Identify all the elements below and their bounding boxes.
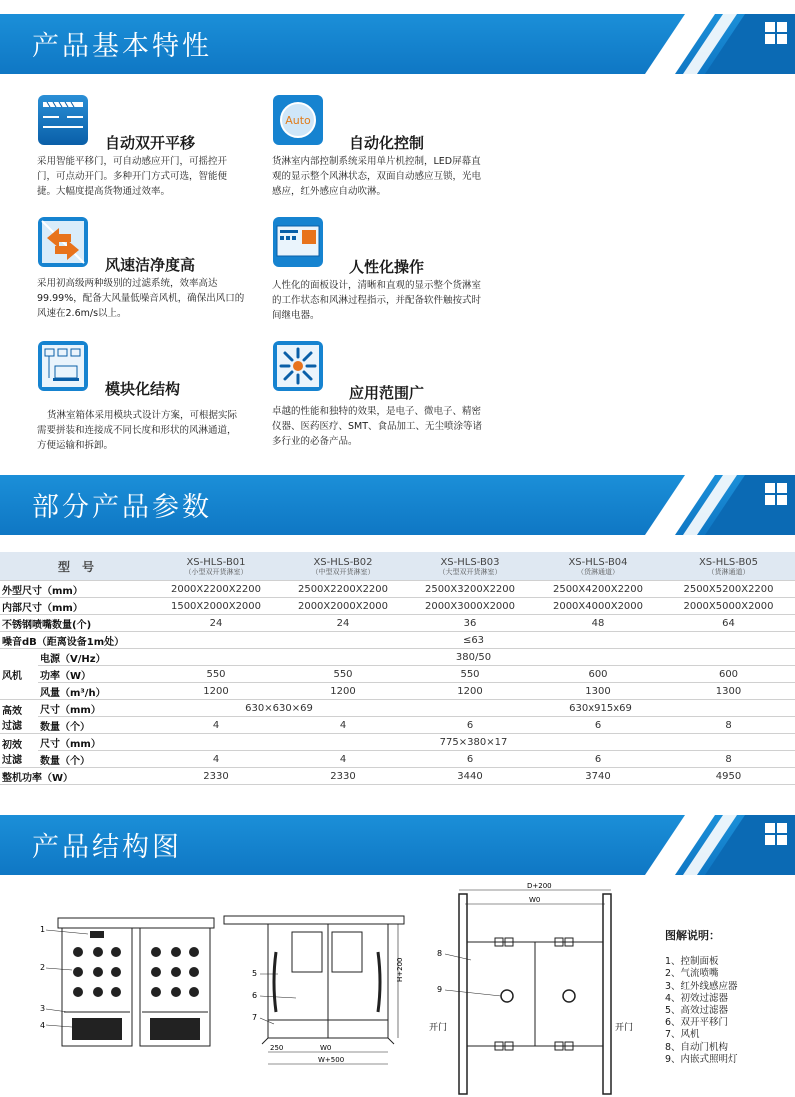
auto-icon-text: Auto bbox=[285, 114, 311, 127]
table-row: 初效 过滤 尺寸（mm） 775×380×17 bbox=[0, 734, 795, 751]
feature-desc: 货淋室箱体采用模块式设计方案，可根据实际需要拼装和连接成不同长度和形状的风淋通道，方便运输和拆卸。 bbox=[37, 410, 238, 451]
model-label: 型 号 bbox=[0, 552, 152, 581]
callout-label: 1 bbox=[40, 925, 46, 934]
table-row: 噪音dB（距离设备1m处） ≤63 bbox=[0, 632, 795, 649]
top-view-drawing bbox=[425, 880, 640, 1095]
legend-item: 3、红外线感应器 bbox=[665, 980, 738, 992]
section-banner-params bbox=[0, 475, 795, 535]
legend-item: 2、气流喷嘴 bbox=[665, 968, 719, 980]
legend-title: 图解说明： bbox=[665, 929, 720, 942]
door-label-right: 开门 bbox=[615, 1023, 634, 1033]
table-row: 外型尺寸（mm） 2000X2200X2200 2500X2200X2200 2500X3200X2200 2500X4200X2200 2500X5200X2200 bbox=[0, 581, 795, 598]
section-banner-features bbox=[0, 14, 795, 74]
callout-label: 5 bbox=[252, 969, 258, 978]
dim-label: D+200 bbox=[527, 882, 552, 890]
table-row: 风量（m³/h） 1200 1200 1200 1300 1300 bbox=[0, 683, 795, 700]
legend-item: 8、自动门机构 bbox=[665, 1041, 729, 1053]
table-row: 风机 电源（V/Hz） 380/50 bbox=[0, 649, 795, 666]
section-title: 产品基本特性 bbox=[32, 31, 212, 62]
callout-label: 4 bbox=[40, 1021, 46, 1030]
dim-label: W0 bbox=[529, 896, 541, 904]
callout-label: 2 bbox=[40, 963, 46, 972]
model-cell: XS-HLS-B05 （货淋通道） bbox=[662, 552, 795, 581]
side-view-drawing bbox=[222, 912, 417, 1072]
dim-label: W0 bbox=[320, 1044, 332, 1052]
feature-title: 模块化结构 bbox=[105, 380, 181, 398]
callout-label: 3 bbox=[40, 1004, 46, 1013]
feature-auto-control bbox=[272, 94, 502, 204]
airflow-icon bbox=[37, 216, 89, 268]
drawing-legend bbox=[665, 930, 738, 1066]
table-row: 功率（W） 550 550 550 600 600 bbox=[0, 666, 795, 683]
feature-desc: 货淋室内部控制系统采用单片机控制，LED屏幕直观的显示整个风淋状态，双面自动感应互锁，光电感应，红外感应自动吹淋。 bbox=[272, 156, 482, 197]
section-title: 部分产品参数 bbox=[32, 492, 212, 523]
table-header-row bbox=[0, 552, 795, 581]
table-row: 整机功率（W） 2330 2330 3440 3740 4950 bbox=[0, 768, 795, 785]
feature-title: 人性化操作 bbox=[349, 258, 425, 276]
table-row: 数量（个） 4 4 6 6 8 bbox=[0, 751, 795, 768]
feature-title: 风速洁净度高 bbox=[105, 256, 196, 274]
banner-stripe-icon bbox=[645, 14, 795, 74]
feature-modular bbox=[37, 340, 257, 460]
feature-desc: 采用智能平移门，可自动感应开门，可摇控开门，可点动开门。多种开门方式可选，智能便捷。大幅度提高货物通过效率。 bbox=[37, 156, 228, 197]
legend-item: 5、高效过滤器 bbox=[665, 1005, 729, 1017]
model-cell: XS-HLS-B02 （中型双开货淋室） bbox=[280, 552, 406, 581]
legend-item: 7、风机 bbox=[665, 1029, 700, 1041]
application-icon bbox=[272, 340, 324, 392]
banner-stripe-icon bbox=[645, 475, 795, 535]
sliding-door-icon bbox=[37, 94, 89, 146]
auto-icon bbox=[272, 94, 324, 146]
feature-desc: 人性化的面板设计，清晰和直观的显示整个货淋室的工作状态和风淋过程指示，并配备软件触按式时间继电器。 bbox=[272, 280, 482, 321]
feature-airflow bbox=[37, 216, 257, 326]
model-cell: XS-HLS-B04 （货淋通道） bbox=[534, 552, 662, 581]
legend-item: 6、双开平移门 bbox=[665, 1017, 729, 1029]
feature-user-friendly bbox=[272, 216, 502, 326]
front-view-drawing bbox=[38, 912, 218, 1052]
table-row: 高效 过滤 尺寸（mm） 630×630×69 630x915x69 bbox=[0, 700, 795, 717]
dim-label: W+500 bbox=[318, 1056, 345, 1064]
feature-desc: 采用初高级两种级别的过滤系统，效率高达99.99%，配备大风量低噪音风机，确保出风口的风速在2.6m/s以上。 bbox=[37, 278, 245, 319]
legend-item: 4、初效过滤器 bbox=[665, 992, 729, 1004]
callout-label: 8 bbox=[437, 949, 443, 958]
dim-label: H+200 bbox=[396, 957, 404, 982]
control-panel-icon bbox=[272, 216, 324, 268]
table-row: 内部尺寸（mm） 1500X2000X2000 2000X2000X2000 2000X3000X2000 2000X4000X2000 2000X5000X2000 bbox=[0, 598, 795, 615]
table-row: 数量（个） 4 4 6 6 8 bbox=[0, 717, 795, 734]
legend-item: 1、控制面板 bbox=[665, 956, 719, 968]
spec-table bbox=[0, 552, 795, 785]
banner-stripe-icon bbox=[645, 815, 795, 875]
callout-label: 6 bbox=[252, 991, 258, 1000]
callout-label: 9 bbox=[437, 985, 443, 994]
feature-desc: 卓越的性能和独特的效果，是电子、微电子、精密仪器、医药医疗、SMT、食品加工、无尘喷涂等诸多行业的必备产品。 bbox=[272, 406, 483, 447]
dim-label: 250 bbox=[270, 1044, 284, 1052]
module-icon bbox=[37, 340, 89, 392]
table-row: 不锈钢喷嘴数量(个) 24 24 36 48 64 bbox=[0, 615, 795, 632]
section-title: 产品结构图 bbox=[32, 832, 182, 863]
model-cell: XS-HLS-B03 （大型双开货淋室） bbox=[406, 552, 534, 581]
feature-title: 自动双开平移 bbox=[105, 134, 196, 152]
section-banner-structure bbox=[0, 815, 795, 875]
feature-sliding-door bbox=[37, 94, 257, 204]
model-cell: XS-HLS-B01 （小型双开货淋室） bbox=[152, 552, 280, 581]
door-label-left: 开门 bbox=[429, 1023, 448, 1033]
feature-title: 应用范围广 bbox=[349, 384, 425, 402]
legend-item: 9、内嵌式照明灯 bbox=[665, 1053, 738, 1065]
callout-label: 7 bbox=[252, 1013, 258, 1022]
feature-title: 自动化控制 bbox=[349, 134, 425, 152]
feature-wide-application bbox=[272, 340, 502, 460]
